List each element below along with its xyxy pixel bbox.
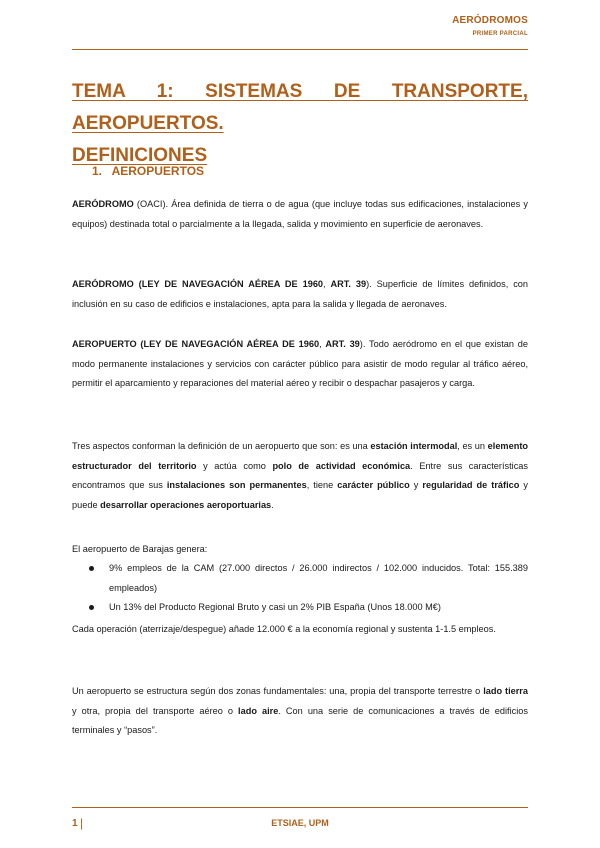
bold-run: estación intermodal [370,441,458,451]
header-subtitle: PRIMER PARCIAL [472,31,528,37]
list-item [72,598,528,618]
bold-run: polo de actividad económica [272,460,411,471]
header-title: AERÓDROMOS [452,15,528,26]
term-bold: AERÓDROMO (LEY DE NAVEGACIÓN AÉREA DE 1960 [72,279,324,289]
list-item [72,559,528,598]
bullet-icon [89,605,94,610]
paragraph-aeropuerto-ley [72,335,528,394]
paragraph-operacion: Cada operación (aterrizaje/despegue) añade 12.000 € a la economía regional y sustenta 1-1.5 empleos. [72,624,496,634]
text-run: . [271,499,274,510]
document-title-line-2: DEFINICIONES [72,145,208,166]
footer-divider [72,807,528,808]
paragraph-aerodromo-ley [72,275,528,314]
article-bold: ART. 39 [325,339,360,349]
barajas-bullet-list [72,559,528,618]
text-run: Un aeropuerto se estructura según dos zonas fundamentales: una, propia del transporte terrestre o [72,686,484,696]
paragraph-zonas [72,682,528,741]
bold-run: lado aire [238,705,279,716]
section-number: 1. [92,164,103,178]
paragraph-barajas-intro: El aeropuerto de Barajas genera: [72,544,208,554]
bold-run: lado tierra [483,686,528,696]
bullet-icon [89,566,94,571]
bold-run: desarrollar operaciones aeroportuarias [100,499,272,510]
term-close: ) [359,339,363,349]
bold-run: elemento estructurador del territorio [72,441,528,471]
section-heading [92,164,204,178]
text-run: , tiene [306,480,338,490]
term-qualifier: (OACI) [133,199,166,209]
article-bold: ART. 39 [330,279,367,289]
bold-run: instalaciones son permanentes [166,480,307,490]
bold-run: regularidad de tráfico [422,480,520,490]
text-run: y actúa como [196,460,273,471]
section-title: AEROPUERTOS [111,164,205,178]
term-bold: AERÓDROMO [72,199,134,209]
document-title-line-1: TEMA 1: SISTEMAS DE TRANSPORTE, AEROPUERTOS. [72,81,528,134]
bold-run: carácter público [337,480,410,490]
paragraph-text: . Área definida de tierra o de agua (que incluye todas sus edificaciones, instalaciones y equipos) destinada total o parcialmente a la llegada, salida y movimiento en superficie de aeronaves. [72,199,528,229]
footer-institution: ETSIAE, UPM [271,818,329,828]
document-title [72,76,528,172]
list-item-text: Un 13% del Producto Regional Bruto y casi un 2% PIB España (Unos 18.000 M€) [109,602,441,612]
text-run: . Con una serie de comunicaciones a través de edificios terminales y “pasos”. [72,705,528,735]
paragraph-aspectos [72,437,528,515]
text-run: Tres aspectos conforman la definición de un aeropuerto que son: es una [72,441,371,451]
paragraph-text: . Superficie de límites definidos, con inclusión en su caso de edificios e instalaciones, apta para la salida y llegada de aeronaves. [72,279,529,309]
text-run: y otra, propia del transporte aéreo o [72,705,239,716]
text-run: y puede [72,480,528,510]
text-run: . Entre sus características encontramos que sus [72,460,529,490]
text-run: , es un [457,441,488,451]
footer-page-number: 1 [72,818,78,829]
list-item-text: 9% empleos de la CAM (27.000 directos / 26.000 indirectos / 102.000 inducidos. Total: 155.389 empleados) [109,563,528,593]
term-close: ) [366,279,370,289]
paragraph-aerodromo-oaci [72,195,528,234]
term-bold: AEROPUERTO (LEY DE NAVEGACIÓN AÉREA DE 1960 [72,339,320,349]
footer-separator: | [80,816,84,830]
term-separator: , [323,279,331,289]
term-separator: , [319,339,326,349]
paragraph-text: . Todo aeródromo en el que existan de modo permanente instalaciones y servicios con carácter público para asistir de modo regular al tráfico aéreo, permitir el aparcamiento y reparaciones del material aéreo y recibir o despachar pasajeros y carga. [72,339,528,388]
text-run: y [409,480,423,490]
header-divider [72,49,528,50]
